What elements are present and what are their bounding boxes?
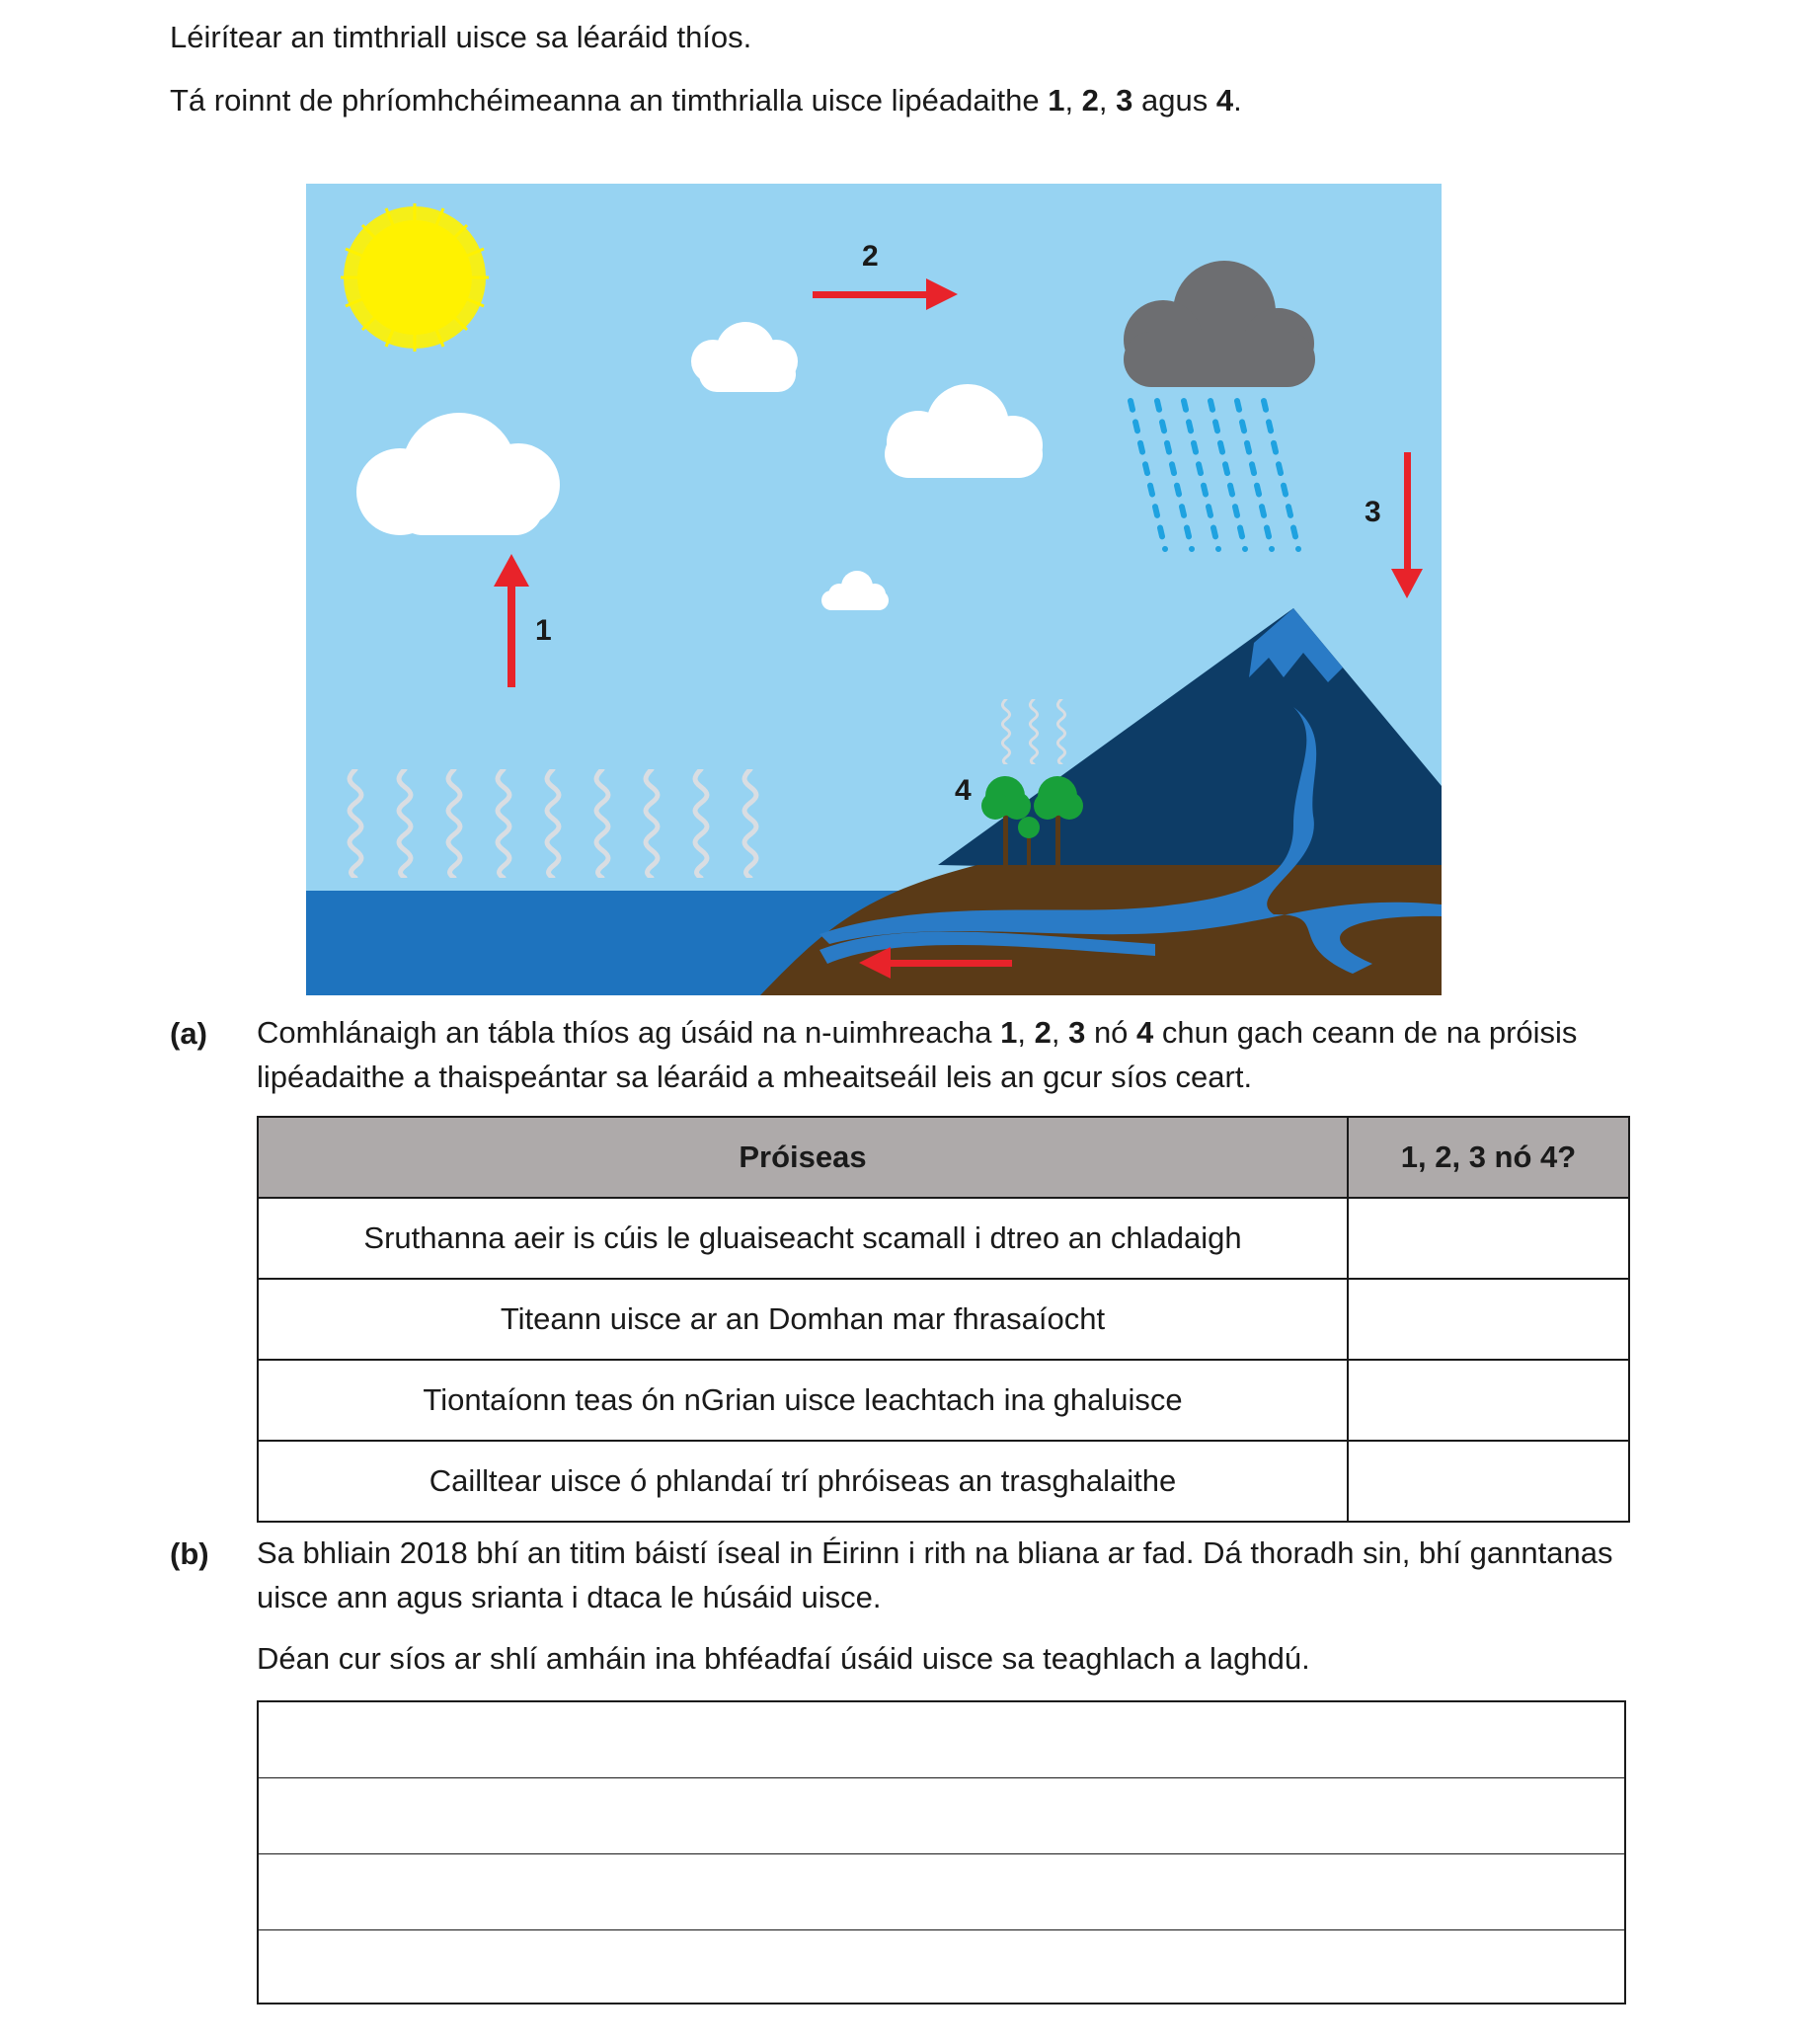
table-header-process: Próiseas xyxy=(258,1117,1348,1198)
answer-cell[interactable] xyxy=(1348,1279,1629,1360)
process-cell: Cailltear uisce ó phlandaí trí phróiseas an trasghalaithe xyxy=(258,1441,1348,1522)
answer-line xyxy=(259,1777,1624,1778)
table-row xyxy=(258,1360,1629,1441)
question-b-text: Sa bhliain 2018 bhí an titim báistí íseal in Éirinn i rith na bliana ar fad. Dá thoradh sin, bhí ganntanas uisce ann agus srianta i dtaca le húsáid uisce. xyxy=(257,1535,1613,1614)
question-a-label: (a) xyxy=(170,1016,207,1051)
answer-line xyxy=(259,1853,1624,1854)
intro-line-2: Tá roinnt de phríomhchéimeanna an timthrialla uisce lipéadaithe 1, 2, 3 agus 4. xyxy=(170,83,1242,118)
matching-table xyxy=(257,1116,1630,1523)
process-cell: Tiontaíonn teas ón nGrian uisce leachtach ina ghaluisce xyxy=(258,1360,1348,1441)
answer-line xyxy=(259,1929,1624,1930)
water-cycle-diagram xyxy=(306,184,1442,995)
table-header-answer: 1, 2, 3 nó 4? xyxy=(1348,1117,1629,1198)
question-b-label: (b) xyxy=(170,1536,209,1571)
process-cell: Sruthanna aeir is cúis le gluaiseacht scamall i dtreo an chladaigh xyxy=(258,1198,1348,1279)
answer-cell[interactable] xyxy=(1348,1360,1629,1441)
question-a-text: Comhlánaigh an tábla thíos ag úsáid na n-uimhreacha 1, 2, 3 nó 4 chun gach ceann de na próisis lipéadaithe a thaispeántar sa léaráid a mheaitseáil leis an gcur síos ceart. xyxy=(257,1015,1578,1094)
answer-box[interactable] xyxy=(257,1700,1626,2005)
answer-cell[interactable] xyxy=(1348,1441,1629,1522)
intro-line-1: Léirítear an timthriall uisce sa léaráid thíos. xyxy=(170,20,752,54)
label-2: 2 xyxy=(862,240,879,273)
answer-cell[interactable] xyxy=(1348,1198,1629,1279)
sun-icon xyxy=(341,203,489,352)
label-4: 4 xyxy=(955,774,972,807)
process-cell: Titeann uisce ar an Domhan mar fhrasaíocht xyxy=(258,1279,1348,1360)
table-row xyxy=(258,1441,1629,1522)
table-row xyxy=(258,1198,1629,1279)
label-3: 3 xyxy=(1365,496,1381,528)
label-1: 1 xyxy=(535,614,552,647)
table-row xyxy=(258,1279,1629,1360)
question-b-instruction: Déan cur síos ar shlí amháin ina bhféadfaí úsáid uisce sa teaghlach a laghdú. xyxy=(257,1641,1310,1676)
